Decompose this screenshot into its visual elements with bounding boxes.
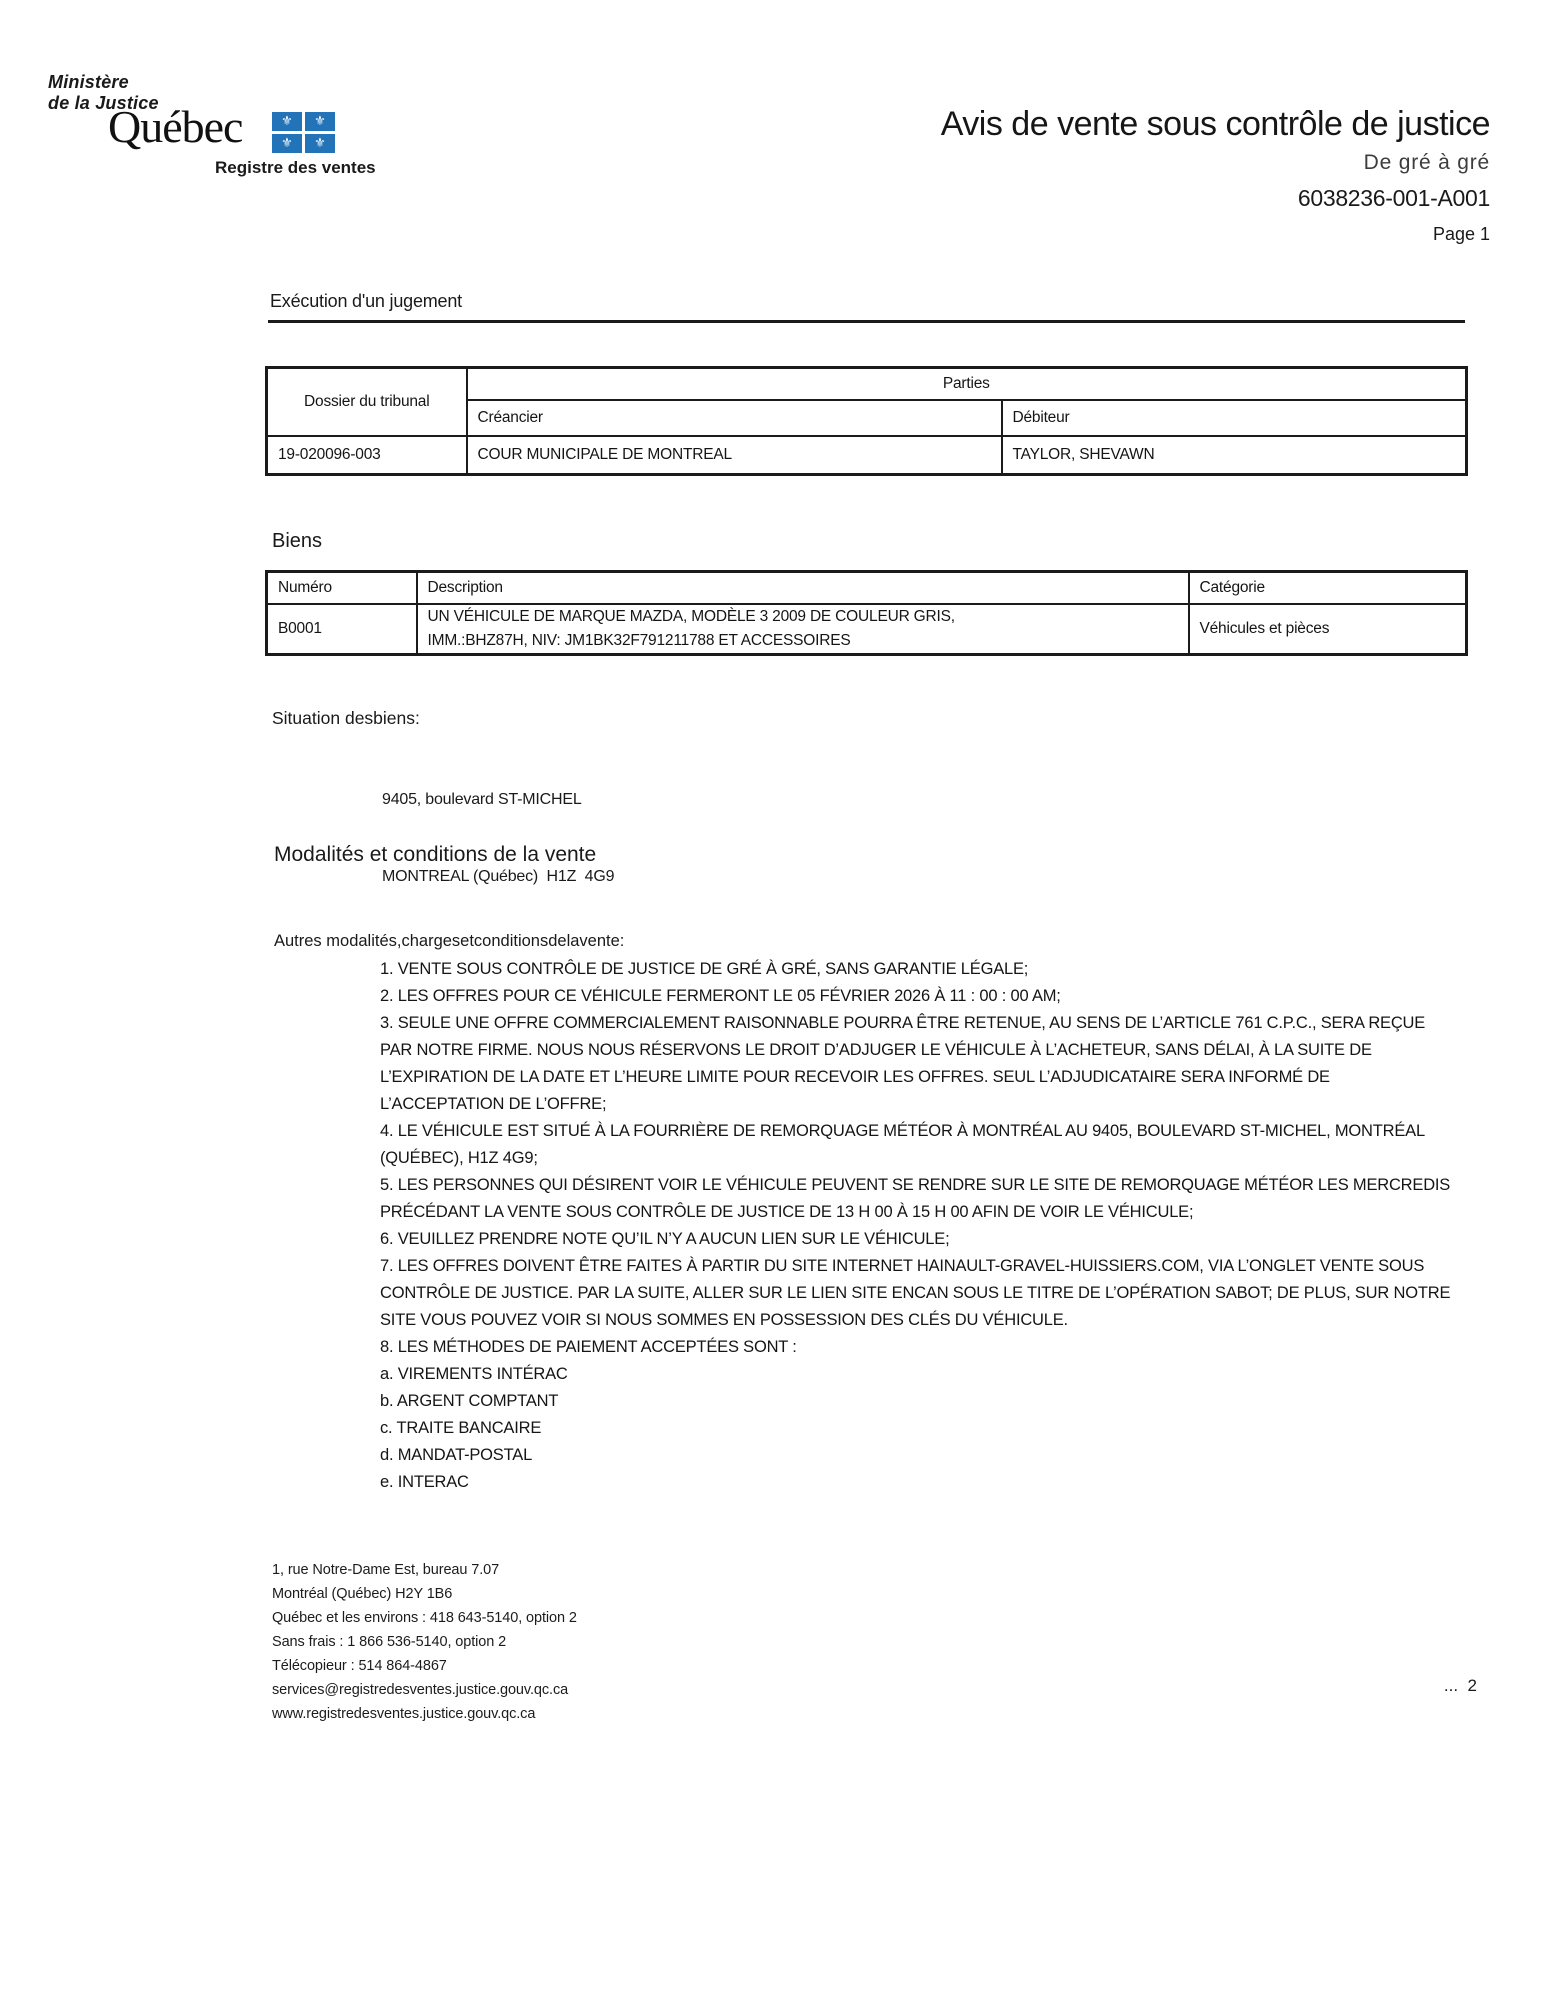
payment-method-item: c. TRAITE BANCAIRE xyxy=(380,1419,542,1437)
col-header-dossier: Dossier du tribunal xyxy=(267,368,467,437)
document-number: 6038236-001-A001 xyxy=(1297,185,1490,211)
modalite-item: 7. LES OFFRES DOIVENT ÊTRE FAITES À PARTIR DU SITE INTERNET HAINAULT-GRAVEL-HUISSIERS.COM, VIA L’ONGLET VENTE SOUS CONTRÔLE DE JUSTICE. PAR LA SUITE, ALLER SUR LE LIEN SITE ENCAN SOUS LE TITRE DE L’OPÉRATION SABOT; DE PLUS, SUR NOTRE SITE VOUS POUVEZ VOIR SI NOUS SOMMES EN POSSESSION DES CLÉS DU VÉHICULE. xyxy=(380,1257,1451,1329)
footer-website: www.registredesventes.justice.gouv.qc.ca xyxy=(272,1706,536,1722)
fleur-de-lis-icon: ⚜ xyxy=(281,136,293,151)
table-row xyxy=(267,436,1467,475)
cell-dossier: 19-020096-003 xyxy=(267,436,467,475)
footer-phone-quebec: Québec et les environs : 418 643-5140, option 2 xyxy=(272,1610,577,1626)
modalites-heading: Modalités et conditions de la vente xyxy=(274,843,597,866)
col-header-description: Description xyxy=(417,572,1189,605)
execution-heading: Exécution d'un jugement xyxy=(270,291,462,311)
col-header-creancier: Créancier xyxy=(467,400,1002,436)
modalites-intro: Autres modalités,chargesetconditionsdelavente: xyxy=(274,932,625,950)
footer-address-line2: Montréal (Québec) H2Y 1B6 xyxy=(272,1586,453,1602)
modalite-item: 6. VEUILLEZ PRENDRE NOTE QU’IL N’Y A AUCUN LIEN SUR LE VÉHICULE; xyxy=(380,1230,950,1248)
situation-address xyxy=(382,736,614,940)
ministry-name-line2: de la Justice xyxy=(48,93,159,113)
col-header-debiteur: Débiteur xyxy=(1002,400,1467,436)
payment-method-item: b. ARGENT COMPTANT xyxy=(380,1392,559,1410)
situation-label: Situation desbiens: xyxy=(272,708,420,728)
biens-heading: Biens xyxy=(272,530,323,552)
address-line1: 9405, boulevard ST-MICHEL xyxy=(382,791,582,808)
footer-address-line1: 1, rue Notre-Dame Est, bureau 7.07 xyxy=(272,1562,500,1578)
footer-email: services@registredesventes.justice.gouv.qc.ca xyxy=(272,1682,569,1698)
payment-method-item: a. VIREMENTS INTÉRAC xyxy=(380,1365,568,1383)
footer-phone-tollfree: Sans frais : 1 866 536-5140, option 2 xyxy=(272,1634,507,1650)
modalite-item: 3. SEULE UNE OFFRE COMMERCIALEMENT RAISONNABLE POURRA ÊTRE RETENUE, AU SENS DE L’ARTICLE 761 C.P.C., SERA REÇUE PAR NOTRE FIRME. NOUS NOUS RÉSERVONS LE DROIT D’ADJUGER LE VÉHICULE À L’ACHETEUR, SANS DÉLAI, À LA SUITE DE L’EXPIRATION DE LA DATE ET L’HEURE LIMITE POUR RECEVOIR LES OFFRES. SEUL L’ADJUDICATAIRE SERA INFORMÉ DE L’ACCEPTATION DE L’OFFRE; xyxy=(380,1014,1426,1113)
quebec-wordmark: Québec xyxy=(108,101,243,152)
modalite-item: 4. LE VÉHICULE EST SITUÉ À LA FOURRIÈRE DE REMORQUAGE MÉTÉOR À MONTRÉAL AU 9405, BOULEVARD ST-MICHEL, MONTRÉAL (QUÉBEC), H1Z 4G9; xyxy=(380,1122,1425,1167)
fleur-de-lis-icon: ⚜ xyxy=(281,114,293,129)
modalite-item: 5. LES PERSONNES QUI DÉSIRENT VOIR LE VÉHICULE PEUVENT SE RENDRE SUR LE SITE DE REMORQUAGE MÉTÉOR LES MERCREDIS PRÉCÉDANT LA VENTE SOUS CONTRÔLE DE JUSTICE DE 13 H 00 À 15 H 00 AFIN DE VOIR LE VÉHICULE; xyxy=(380,1176,1451,1221)
flag-square xyxy=(305,112,335,131)
ministry-name-line1: Ministère xyxy=(48,72,129,92)
payment-method-item: e. INTERAC xyxy=(380,1473,469,1491)
flag-square xyxy=(272,112,302,131)
fleur-de-lis-icon: ⚜ xyxy=(314,114,326,129)
description-line2: IMM.:BHZ87H, NIV: JM1BK32F791211788 ET ACCESSOIRES xyxy=(427,632,851,649)
section-divider xyxy=(268,320,1465,323)
cell-categorie: Véhicules et pièces xyxy=(1189,604,1467,655)
cell-numero: B0001 xyxy=(267,604,417,655)
col-header-categorie: Catégorie xyxy=(1189,572,1467,605)
biens-table xyxy=(265,570,1468,656)
footer-fax: Télécopieur : 514 864-4867 xyxy=(272,1658,447,1674)
flag-square xyxy=(305,134,335,153)
cell-debiteur: TAYLOR, SHEVAWN xyxy=(1002,436,1467,475)
modalite-item: 8. LES MÉTHODES DE PAIEMENT ACCEPTÉES SONT : xyxy=(380,1338,797,1356)
col-header-numero: Numéro xyxy=(267,572,417,605)
address-line2: MONTREAL (Québec) H1Z 4G9 xyxy=(382,867,615,885)
modalite-item: 2. LES OFFRES POUR CE VÉHICULE FERMERONT LE 05 FÉVRIER 2026 À 11 : 00 : 00 AM; xyxy=(380,987,1061,1005)
tribunal-parties-table xyxy=(265,366,1468,476)
flag-square xyxy=(272,134,302,153)
registry-label: Registre des ventes xyxy=(215,158,376,177)
modalites-list xyxy=(380,956,1458,1496)
fleur-de-lis-icon: ⚜ xyxy=(314,136,326,151)
document-subtitle: De gré à gré xyxy=(1363,151,1490,174)
page-number: Page 1 xyxy=(1432,224,1490,244)
quebec-flag-icon xyxy=(272,112,335,153)
table-row xyxy=(267,604,1467,655)
modalite-item: 1. VENTE SOUS CONTRÔLE DE JUSTICE DE GRÉ À GRÉ, SANS GARANTIE LÉGALE; xyxy=(380,960,1029,978)
cell-description xyxy=(417,604,1189,655)
col-header-parties: Parties xyxy=(467,368,1467,401)
registry-contact-footer xyxy=(272,1558,577,1726)
description-line1: UN VÉHICULE DE MARQUE MAZDA, MODÈLE 3 2009 DE COULEUR GRIS, xyxy=(427,608,955,625)
document-title: Avis de vente sous contrôle de justice xyxy=(940,105,1490,143)
cell-creancier: COUR MUNICIPALE DE MONTREAL xyxy=(467,436,1002,475)
payment-method-item: d. MANDAT-POSTAL xyxy=(380,1446,533,1464)
document-header xyxy=(700,104,1490,246)
continuation-indicator: ... 2 xyxy=(1443,1676,1477,1695)
